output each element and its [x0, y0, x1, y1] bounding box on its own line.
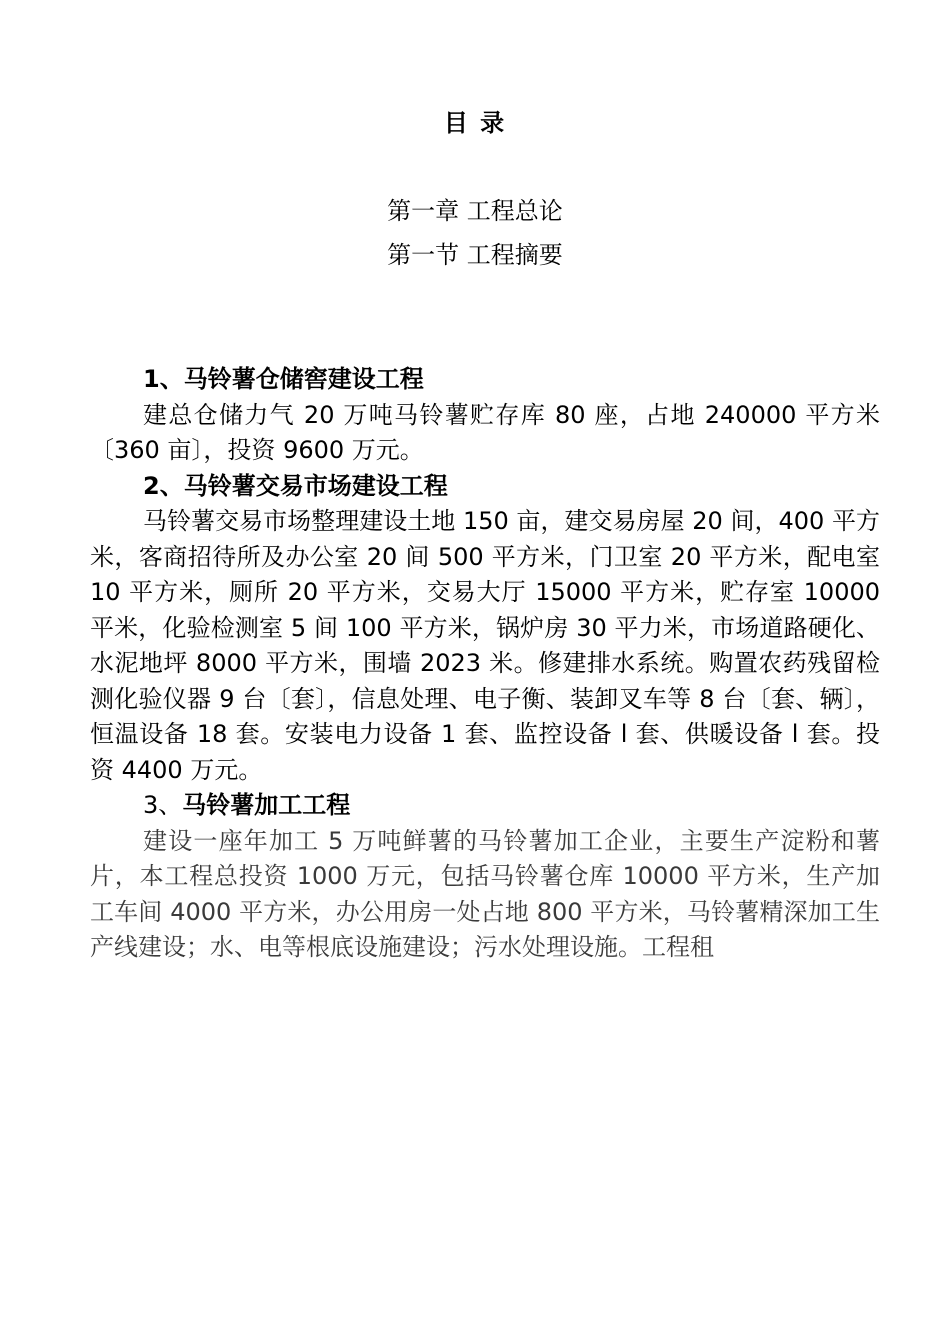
item-3-title: 马铃薯加工工程: [182, 791, 351, 819]
item-1-number: 1、: [143, 365, 184, 393]
item-2-title: 马铃薯交易市场建设工程: [183, 471, 448, 500]
item-1-paragraph: 建总仓储力气 20 万吨马铃薯贮存库 80 座，占地 240000 平方米〔360 亩〕，投资 9600 万元。: [90, 400, 880, 464]
toc-title: 目 录: [443, 109, 507, 137]
item-2-paragraph: 马铃薯交易市场整理建设土地 150 亩，建交易房屋 20 间，400 平方米，客商招待所及办公室 20 间 500 平方米，门卫室 20 平方米，配电室 10 平方米，厕所 20 平方米，交易大厅 15000 平方米，贮存室 10000 平米，化验检测室 5 间 100 平方米，锅炉房 30 平力米，市场道路硬化、水泥地坪 8000 平方米，围墙 2023 米。修建排水系统。购置农药残留检测化验仪器 9 台〔套〕，信息处理、电子衡、装卸叉车等 8 台〔套、辆〕，恒温设备 18 套。安装电力设备 1 套、监控设备 l 套、供暖设备 l 套。投资 4400 万元。: [90, 507, 880, 784]
document-body: [90, 362, 880, 966]
item-3-heading: [90, 788, 880, 824]
item-1-title: 马铃薯仓储窖建设工程: [183, 365, 424, 393]
item-3-number: 3、: [143, 791, 183, 819]
item-1-heading: [90, 362, 880, 398]
item-2-heading: [90, 469, 880, 505]
chapter-heading: 第一章 工程总论: [387, 197, 563, 225]
item-2-number: 2、: [143, 471, 184, 500]
item-3-paragraph: 建设一座年加工 5 万吨鲜薯的马铃薯加工企业，主要生产淀粉和薯片，本工程总投资 1000 万元，包括马铃薯仓库 10000 平方米，生产加工车间 4000 平方米，办公用房一处占地 800 平方米，马铃薯精深加工生产线建设；水、电等根底设施建设；污水处理设施。工程租: [90, 826, 880, 961]
section-heading: 第一节 工程摘要: [387, 241, 563, 269]
